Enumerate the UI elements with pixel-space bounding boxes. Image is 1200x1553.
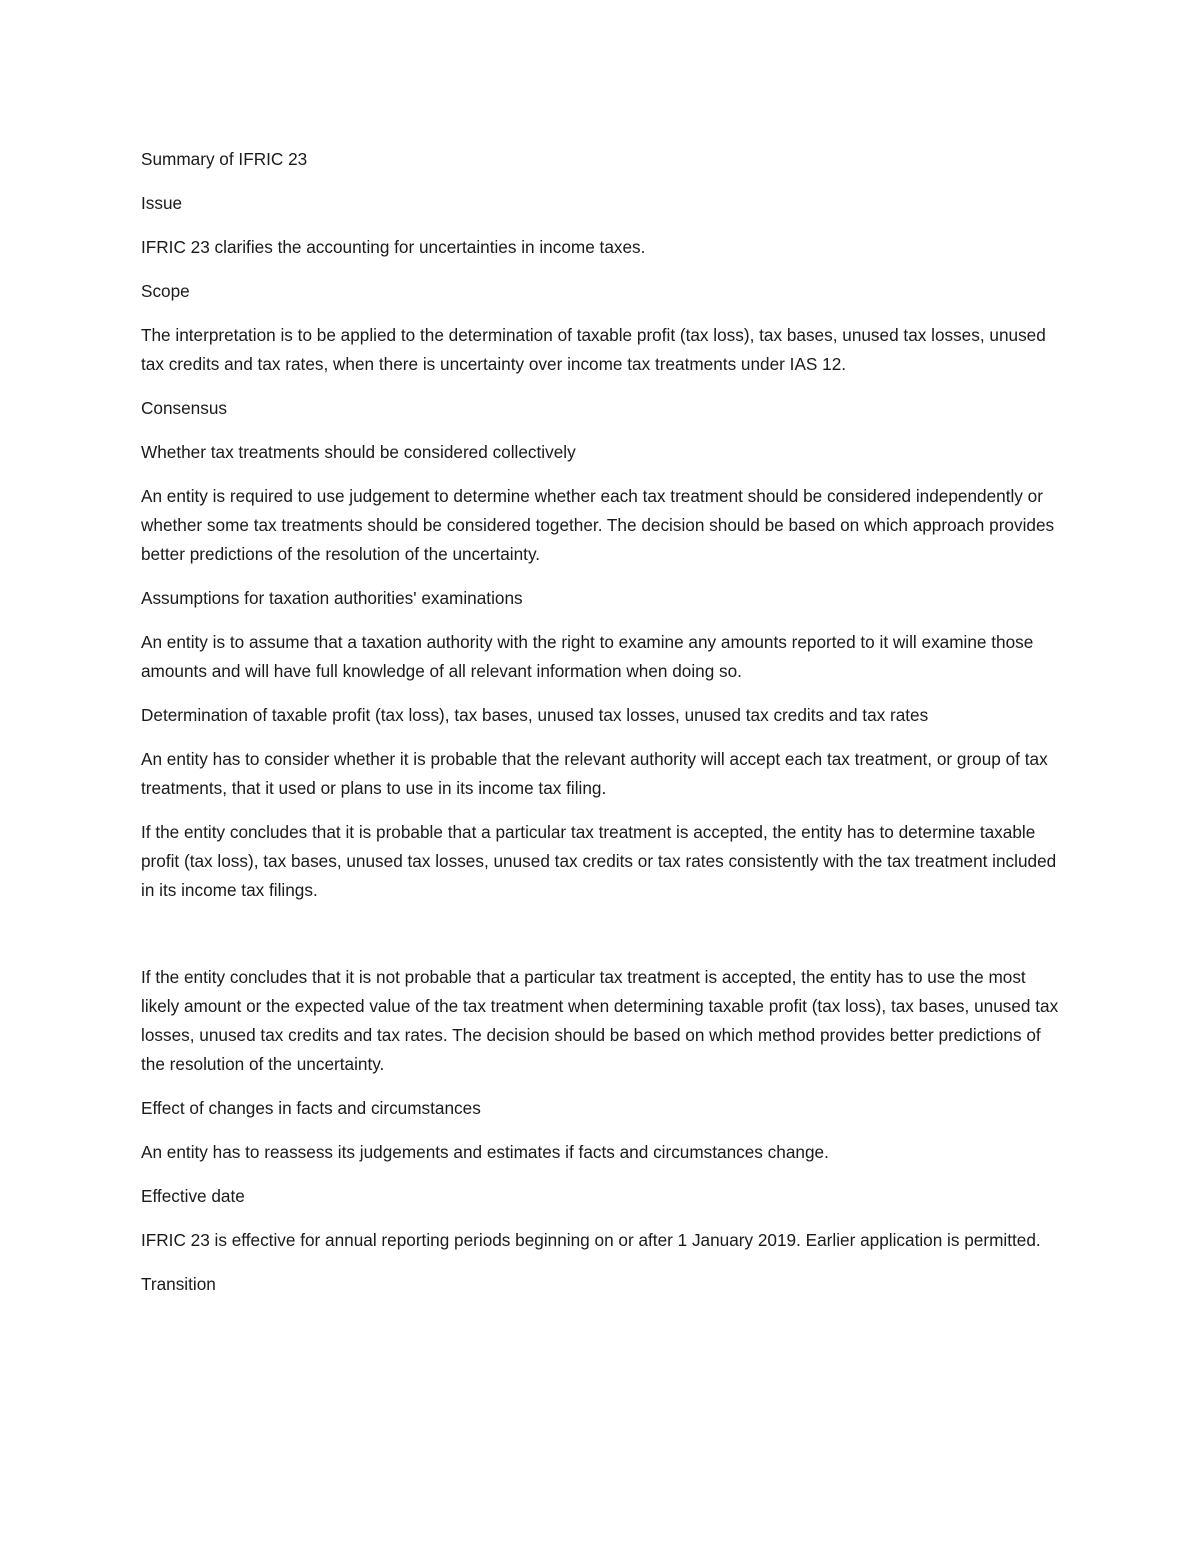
subheading-assumptions: Assumptions for taxation authorities' examinations [141,588,523,608]
subheading-changes: Effect of changes in facts and circumstances [141,1098,481,1118]
heading-transition: Transition [141,1274,216,1294]
heading-issue: Issue [141,193,183,213]
paragraph-not-probable: If the entity concludes that it is not probable that a particular tax treatment is accepted, the entity has to use the most likely amount or the expected value of the tax treatment when determining taxable profit (tax loss), tax bases, unused tax losses, unused tax credits and tax rates. The decision should be based on which method provides better predictions of the resolution of the uncertainty. [141,967,1059,1074]
paragraph-effective-date: IFRIC 23 is effective for annual reporting periods beginning on or after 1 January 2019. Earlier application is permitted. [141,1230,1041,1250]
paragraph-probable: If the entity concludes that it is probable that a particular tax treatment is accepted, the entity has to determine taxable profit (tax loss), tax bases, unused tax losses, unused tax credits or tax rates consistently with the tax treatment included in its income tax filings. [141,822,1057,900]
document-body [141,145,1061,1314]
subheading-collective: Whether tax treatments should be considered collectively [141,442,576,462]
subheading-determination: Determination of taxable profit (tax loss), tax bases, unused tax losses, unused tax credits and tax rates [141,705,929,725]
heading-scope: Scope [141,281,190,301]
heading-effective-date: Effective date [141,1186,245,1206]
document-title: Summary of IFRIC 23 [141,149,308,169]
paragraph-assumptions: An entity is to assume that a taxation authority with the right to examine any amounts reported to it will examine those amounts and will have full knowledge of all relevant information when doing so. [141,632,1034,681]
heading-consensus: Consensus [141,398,227,418]
paragraph-issue: IFRIC 23 clarifies the accounting for uncertainties in income taxes. [141,237,646,257]
paragraph-changes: An entity has to reassess its judgements and estimates if facts and circumstances change. [141,1142,829,1162]
paragraph-determination-consider: An entity has to consider whether it is probable that the relevant authority will accept each tax treatment, or group of tax treatments, that it used or plans to use in its income tax filing. [141,749,1048,798]
paragraph-scope: The interpretation is to be applied to the determination of taxable profit (tax loss), tax bases, unused tax losses, unused tax credits and tax rates, when there is uncertainty over income tax treatments under IAS 12. [141,325,1046,374]
paragraph-collective: An entity is required to use judgement to determine whether each tax treatment should be considered independently or whether some tax treatments should be considered together. The decision should be based on which approach provides better predictions of the resolution of the uncertainty. [141,486,1055,564]
